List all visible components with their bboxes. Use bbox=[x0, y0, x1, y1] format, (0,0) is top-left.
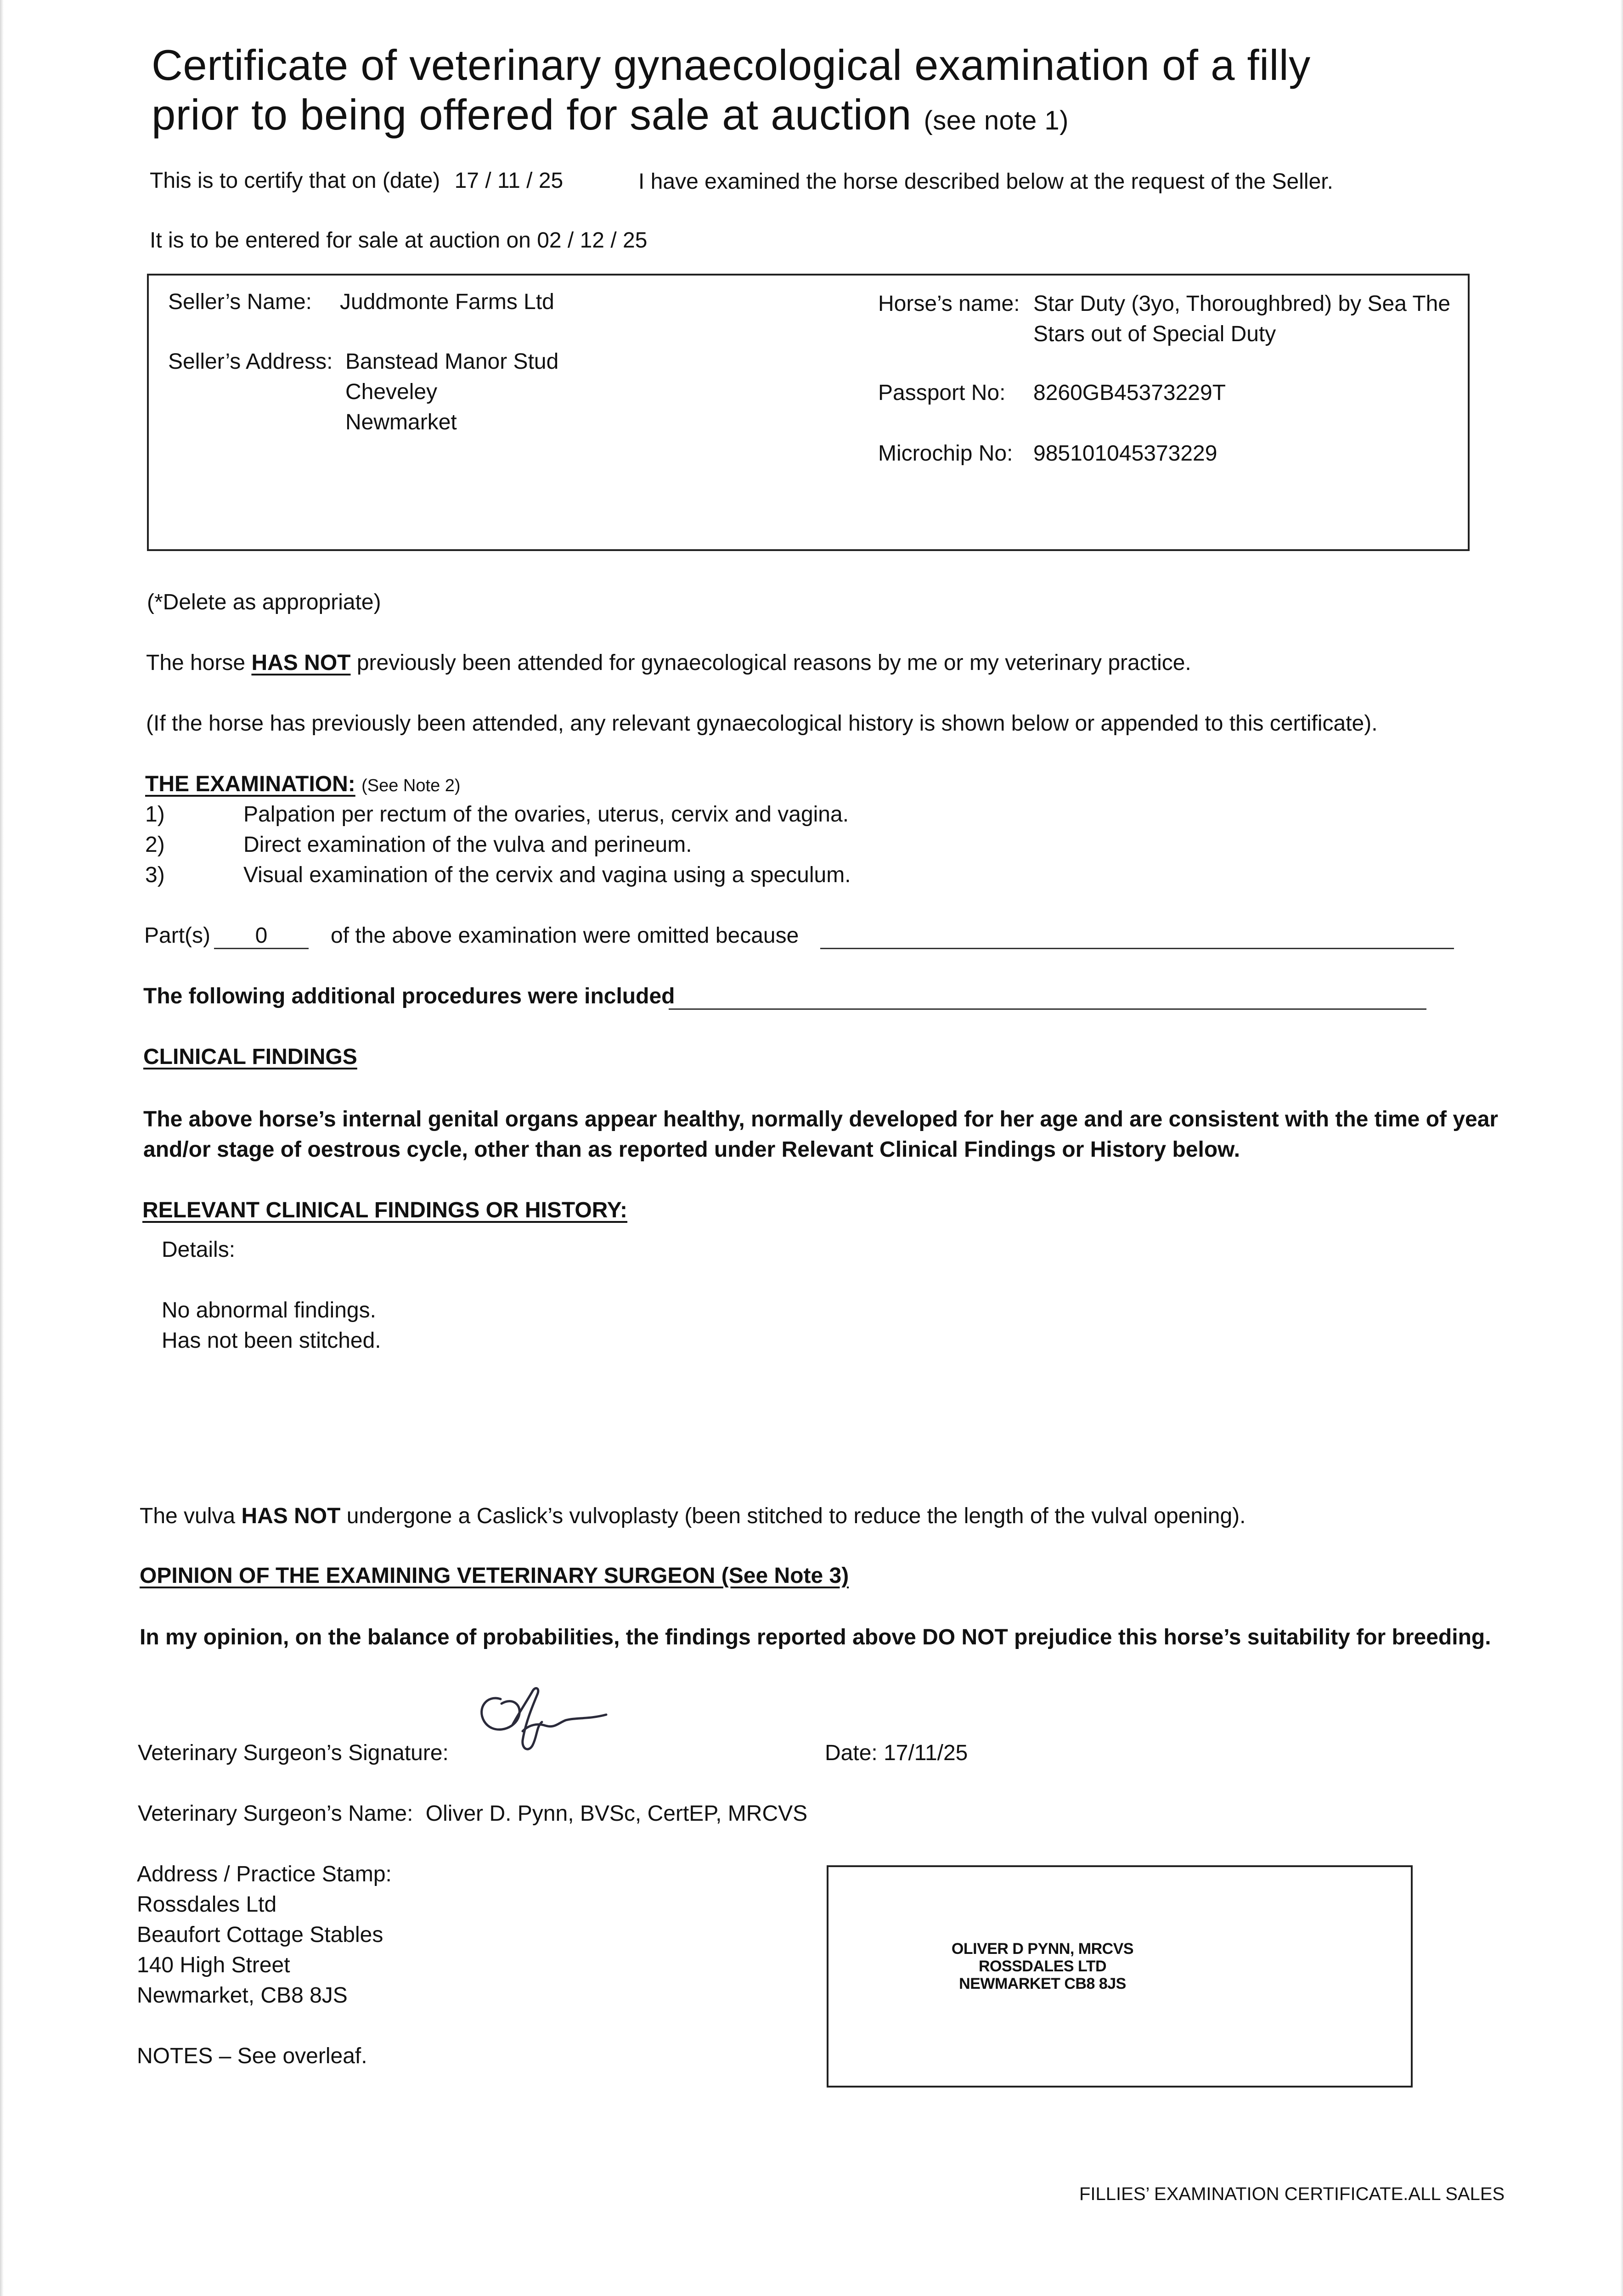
practice-label: Address / Practice Stamp: bbox=[137, 1862, 392, 1886]
stamp-line-2: ROSSDALES LTD bbox=[978, 1958, 1107, 1975]
seller-name: Juddmonte Farms Ltd bbox=[340, 290, 554, 314]
clinical-findings-line-1: The above horse’s internal genital organs appear healthy, normally developed for her age and are consistent with the time of year bbox=[143, 1107, 1499, 1131]
signature-date: 17/11/25 bbox=[884, 1741, 968, 1765]
auction-date: 02 / 12 / 25 bbox=[537, 228, 648, 253]
auction-line bbox=[150, 226, 647, 255]
clinical-findings-line-2: and/or stage of oestrous cycle, other than as reported under Relevant Clinical Findings or History below. bbox=[143, 1137, 1240, 1162]
attended-statement bbox=[146, 648, 1191, 678]
practice-line-1: Rossdales Ltd bbox=[137, 1892, 277, 1917]
signature-date-label: Date: bbox=[825, 1741, 878, 1765]
exam-item-num-1: 1) bbox=[145, 802, 165, 827]
additional-procedures: The following additional procedures were included bbox=[143, 984, 675, 1008]
omitted-parts-value: 0 bbox=[255, 923, 268, 948]
certify-prefix: This is to certify that on (date) bbox=[150, 169, 440, 193]
vulva-emphasis: HAS NOT bbox=[241, 1504, 341, 1528]
finding-line-2: Has not been stitched. bbox=[162, 1328, 381, 1353]
title-line-2 bbox=[152, 89, 1069, 146]
opinion-text: In my opinion, on the balance of probabilities, the findings reported above DO NOT prejudice this horse’s suitability for breeding. bbox=[140, 1625, 1491, 1649]
opinion-heading: OPINION OF THE EXAMINING VETERINARY SURGEON (See Note 3) bbox=[140, 1564, 849, 1588]
details-label: Details: bbox=[162, 1238, 236, 1262]
seller-address-line-2: Cheveley bbox=[345, 380, 438, 404]
exam-item-text-1: Palpation per rectum of the ovaries, uterus, cervix and vagina. bbox=[243, 802, 849, 827]
exam-item-num-3: 3) bbox=[145, 863, 165, 887]
passport-number: 8260GB45373229T bbox=[1033, 381, 1226, 405]
horse-name-line-2: Stars out of Special Duty bbox=[1033, 322, 1276, 346]
surgeon-name-label: Veterinary Surgeon’s Name: bbox=[138, 1801, 413, 1826]
practice-line-2: Beaufort Cottage Stables bbox=[137, 1923, 383, 1947]
footer-label: FILLIES’ EXAMINATION CERTIFICATE.ALL SALES bbox=[1079, 2184, 1505, 2204]
scan-left-edge bbox=[0, 0, 4, 2296]
omitted-suffix: of the above examination were omitted because bbox=[331, 923, 799, 948]
certify-request: I have examined the horse described below at the request of the Seller. bbox=[638, 169, 1333, 194]
microchip-label: Microchip No: bbox=[878, 441, 1013, 466]
microchip-number: 985101045373229 bbox=[1033, 441, 1217, 466]
attended-emphasis: HAS NOT bbox=[251, 651, 351, 675]
additional-procedures-line bbox=[669, 1008, 1426, 1010]
practice-line-4: Newmarket, CB8 8JS bbox=[137, 1983, 348, 2008]
stamp-line-3: NEWMARKET CB8 8JS bbox=[959, 1975, 1126, 1992]
passport-label: Passport No: bbox=[878, 381, 1006, 405]
certify-line bbox=[150, 166, 563, 196]
horse-name-line-1: Star Duty (3yo, Thoroughbred) by Sea The bbox=[1033, 292, 1451, 316]
signature-date-row bbox=[825, 1739, 968, 1768]
attended-prefix: The horse bbox=[146, 651, 246, 675]
practice-line-3: 140 High Street bbox=[137, 1953, 290, 1977]
title-line-1: Certificate of veterinary gynaecological examination of a filly bbox=[152, 41, 1311, 89]
title-note: (see note 1) bbox=[924, 106, 1069, 135]
examination-heading-note: (See Note 2) bbox=[361, 776, 461, 795]
relevant-findings-heading: RELEVANT CLINICAL FINDINGS OR HISTORY: bbox=[142, 1198, 628, 1222]
vulva-prefix: The vulva bbox=[140, 1504, 236, 1528]
vulva-statement bbox=[140, 1502, 1245, 1531]
vulva-suffix: undergone a Caslick’s vulvoplasty (been stitched to reduce the length of the vulval opening). bbox=[346, 1504, 1246, 1528]
attended-note: (If the horse has previously been attended, any relevant gynaecological history is shown below or appended to this certificate). bbox=[146, 711, 1378, 736]
auction-prefix: It is to be entered for sale at auction on bbox=[150, 228, 531, 253]
examination-heading-row bbox=[145, 770, 461, 800]
omitted-parts-underline bbox=[214, 948, 309, 949]
surgeon-name: Oliver D. Pynn, BVSc, CertEP, MRCVS bbox=[425, 1801, 808, 1826]
stamp-line-1: OLIVER D PYNN, MRCVS bbox=[951, 1940, 1134, 1958]
seller-address-label: Seller’s Address: bbox=[168, 349, 333, 374]
finding-line-1: No abnormal findings. bbox=[162, 1298, 376, 1322]
exam-date: 17 / 11 / 25 bbox=[454, 169, 564, 193]
notes-reference: NOTES – See overleaf. bbox=[137, 2044, 367, 2068]
examination-heading: THE EXAMINATION: bbox=[145, 772, 355, 796]
seller-address-line-3: Newmarket bbox=[345, 410, 457, 434]
clinical-findings-heading: CLINICAL FINDINGS bbox=[143, 1045, 357, 1069]
omitted-reason-line bbox=[820, 948, 1454, 949]
scan-right-edge bbox=[1620, 0, 1623, 2296]
delete-note: (*Delete as appropriate) bbox=[147, 590, 381, 614]
horse-name-label: Horse’s name: bbox=[878, 292, 1020, 316]
signature-label: Veterinary Surgeon’s Signature: bbox=[138, 1741, 449, 1765]
attended-suffix: previously been attended for gynaecological reasons by me or my veterinary practice. bbox=[356, 651, 1191, 675]
signature-mark bbox=[468, 1681, 625, 1759]
exam-item-text-2: Direct examination of the vulva and perineum. bbox=[243, 833, 692, 857]
title-line-2-text: prior to being offered for sale at auction bbox=[152, 90, 912, 139]
seller-name-label: Seller’s Name: bbox=[168, 290, 312, 314]
omitted-prefix: Part(s) bbox=[144, 923, 210, 948]
seller-address-line-1: Banstead Manor Stud bbox=[345, 349, 559, 374]
exam-item-num-2: 2) bbox=[145, 833, 165, 857]
exam-item-text-3: Visual examination of the cervix and vagina using a speculum. bbox=[243, 863, 851, 887]
surgeon-name-row bbox=[138, 1799, 807, 1829]
